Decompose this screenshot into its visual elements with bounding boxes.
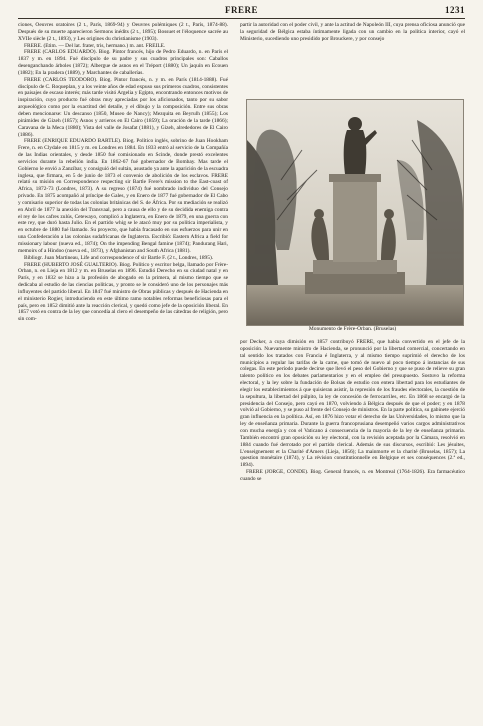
monument-photograph [246,99,464,326]
page-header [18,5,465,19]
entry-paragraph: FRERE. (Etim. — Del lat. frater, tris, hermano.) m. ant. FREILE. [24,42,166,49]
header-rule [18,18,465,19]
entry-paragraph: FRERE (CARLOS TEODORO). Biog. Pintor francés, n. y m. en París (1814-1888). Fué discípulo de C. Roqueplan, y a los veinte años de edad expuso sus primeros cuadros, consistentes en paisajes de escaso interés; más tarde visitó Argelia y Egipto, encontrando entonces motivos de inspiración, cuyo producto fué obras muy apreciadas por los aficionados, tanto por su sabor arqueológico como por la exactitud del detalle, y el dibujo y la composición. Entre sus obras deben mencionarse: Un descanso (1850, Museo de Nancy); Mezquita en Beyrulh (1855); Los pirámides de Gizeh (1857); Asnos y arrieros en El Cairo (1859); La oración de la tarde (1866); Caravana de la Meca (1880); Vista del valle de Josafat (1881), y Gizeh, alrededores de El Cairo (1886). [18,76,228,138]
entry-paragraph: FRERE (JORGE, CONDE). Biog. General francés, n. en Montreal (1764-1826). Era farmacéutico cuando se [240,469,465,482]
right-column-bottom [240,339,465,715]
left-column [18,22,228,712]
figure-caption: Monumento de Frère-Orban. (Bruselas) [308,326,397,332]
entry-paragraph: FRERE (ENRIQUE EDUARDO BARTLE). Biog. Político inglés, sobrino de Juan Hookham Frere, n. en Clydale en 1815 y m. en Londres en 1884. En 1833 entró al servicio de la Compañía de las Indias orientales, y desde 1850 fué comisionado en Scinde, donde prestó excelentes servicios durante la rebelión india. En 1862-67 fué gobernador de Bombay. Mas tarde el Gobierno le envió a Zanzíbar, y consiguió del sultán, asustado ya ante la aparición de la escuadra inglesa, que firmara, en 5 de junio de 1873 el convenio de abolición de los esclavos. FRERE relató su misión en Correspondence respecting sir Bartle Frere's mission to the East-coast of Africa, 1872-73 (Londres, 1873). A su regreso (1874) fué nombrado individuo del Consejo privado. En 1875 acompañó al príncipe de Gales, y en Enero de 1877 fué gobernador de El Cabo y comisario superior de todas las colonias británicas del S. de África. Por su mediación se realizó en Abril de 1877 la anexión del Transvaal, pero a causa de ello y de su decidida enemiga contra el rey de los cafres zulús, Cetewayo, complicó a Inglaterra, en Enero de 1879, en una guerra con este rey, que duró hasta Julio. En el partido whig se le atacó muy por su política imperialista, y en octubre de 1880 fué llamado. Su proyecto, que había fracasado en sus esfuerzos para unir en una Confederación a las colonias sudafricanas de Inglaterra. Escribió: Eastern Africa a field for missionary labour (nueva ed., 1874); On the impending Bengal famine (1874); Pandurang Hari, memoirs of a Hindoo (nueva ed., 1873), y Afghanistan and South Africa (1881). [18,138,228,254]
monument-illustration [247,100,463,325]
entry-paragraph: ciones, Oeuvres oratoires (2 t., París, 1869-94) y Oeuvres polémiques (2 t., París, 1874-88). Después de su muerte aparecieron Sermons inédits (2 t., 1895); Bossuet et l'éloquence sacrée au XVIIe siècle (2 t., 1893), y Les origines du christianisme (1903). [18,22,228,42]
entry-paragraph: FRERE (CARLOS EDUARDO). Biog. Pintor francés, hijo de Pedro Eduardo, n. en París el 1837 y m. en 1894. Fué discípulo de su padre y sus cuadros principales son: Caballos desenganchando árboles (1872); Albergue de asnos en el Tréport (1880); Un jaquín en Ecouen (1882); En la pradera (1889), y Marchantes de caballerías. [18,49,228,76]
right-column-top [240,22,465,98]
entry-paragraph: Bibliogr. Juan Martineau, Life and correspondence of sir Bartle F. (2 t., Londres, 1895). [24,254,214,261]
entry-paragraph: por Decker, a cuya dimisión en 1857 contribuyó FRERE, que había convertido en el jefe de la oposición. Nuevamente ministro de Hacienda, se pronunció por la libertad comercial, concertando en tal sentido los tratados con Francia é Inglaterra, y al mismo tiempo suprimió el derecho de los municipios a regular las tarifas de la carne, que tomó de nuevo al poco tiempo á instancias de sus colegas. En este período puede decirse que llevó el peso del Gobierno y que se puso de relieve su gran talento político en los debates parlamentarios y en el empleo del presupuesto. Sostuvo la reforma electoral, y la ley sobre la fundación de Bolsas de estudio con entera libertad para los estudiantes de elegir los establecimientos á que quisieran asistir, la represión de los fraudes electorales, la cuestión de la sepultura, la libertad del púlpito, la ley de concesión de ferrocarriles, etc. En 1868 se encargó de la presidencia del Consejo, pero cayó en 1870, volviendo á Bélgica después de que el poder; y en 1878 volvió al Gobierno, y se puso al frente del Consejo de ministros. En la parte política, su gabinete ejerció gran influencia en la política. Así, en 1876 hizo votar el derecho de las Universidades, lo mismo que la ley de enseñanza primaria. Durante la guerra francoprusiana desempeñó varios cargos administrativos con mucha energía y con el Vaticano á consecuencia de la mayoría de la ley de enseñanza primaria. También encontró gran oposición su ley electoral, con la revisión aceptada por la Cámara, resolvió en 1884 cuando fué derrotado por el partido clerical. Además de sus discursos, escribió: Les jésuites, L'enseignement et la Charité d'Amers (Lieja, 1856); La mainmorte et la charité (Bruselas, 1857); La question monétaire (1874), y La révision constitutionnelle en Belgique et ses conséquences (2.ª ed., 1894). [240,339,465,469]
page-number: 1231 [445,5,465,15]
entry-paragraph: FRERE (HUBERTO JOSÉ GUALTERIO). Biog. Político y escritor belga, llamado por Frère-Orban, n. en Lieja en 1812 y m. en Bruselas en 1896. Estudió Derecho en su ciudad natal y en París, y en 1832 se hizo a la profesión de abogado en la primera, al mismo tiempo que se dedicaba al estudio de las ciencias políticas, y pronto se le consideró uno de los personajes más influyentes del partido liberal. En 1847 fué ministro de Obras públicas y después de Hacienda en el ministerio Rogier, introduciendo en este último ramo notables reformas beneficiosas para el país, pero en 1852 dimitió ante la reacción clerical, y quedó como jefe de la oposición liberal. En 1857 votó en contra de la ley que concedía al clero el desempeño de las cátedras de religión, pero sin com- [18,261,228,323]
running-headword: FRERE [224,5,258,15]
entry-paragraph: partir la autoridad con el poder civil, y ante la actitud de Napoleón III, cuya prensa oficiosa anunció que la seguridad de Bélgica estaba íntimamente ligada con un cambio en la política interior, cayó el Ministerio, sucediendo uno presidido por Brouckere, y por consejo [240,22,465,42]
